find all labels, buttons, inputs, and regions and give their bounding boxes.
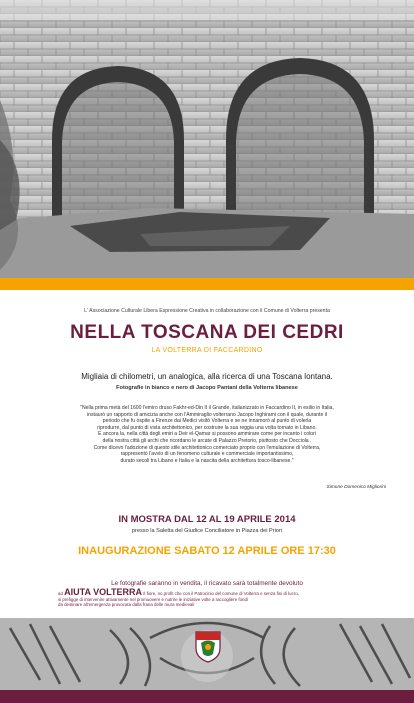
volterra-crest-icon xyxy=(193,628,223,664)
charity-line: da destinare all'emergenza provocata dalla frana delle mura medievali xyxy=(58,602,195,608)
quote-block xyxy=(38,405,376,464)
quote-line: riprodurre, dal punto di vista architettonico, per costruire la sua reggia una volta tornato in Libano. xyxy=(97,424,317,431)
header-photo xyxy=(0,0,414,278)
charity-line: Il fiore, no profit che con il Patrocinio del comune di Volterra e senza fini di lucro, xyxy=(143,591,299,596)
charity-prefix: ad xyxy=(58,591,63,596)
quote-line: durato secoli tra Libano e Italia e la nascita della architettura tosco-libanese." xyxy=(120,457,294,464)
quote-line: Come dicevo l'adozione di questo stile architettonico comerciato proprio con l'emulazione di Volterra, xyxy=(93,444,321,451)
quote-author: Simone Domenico Migliorini xyxy=(326,485,386,490)
tagline: Migliaia di chilometri, un analogica, alla ricerca di una Toscana lontana. xyxy=(81,372,333,381)
orange-divider-band xyxy=(0,278,414,290)
charity-line: si prefigge di intervenire attivamente nel promuovere e nutrire le iniziative volte a raccogliere fondi xyxy=(58,596,248,602)
quote-line: rappresentò l'avvio di un fenomeno culturale e commerciale importantissimo, xyxy=(120,451,294,458)
intro-text: L' Associazione Culturale Libera Espressione Creativa in collaborazione con il Comune di Volterra presenta xyxy=(84,308,330,314)
photo-credit: Fotografie in bianco e nero di Jacopo Pantani della Volterra libanese xyxy=(116,385,298,391)
stone-arches-illustration xyxy=(0,0,414,278)
quote-line: periodo che fu ospite a Firenze dai Medici visitò Volterra e se ne innamorò al punto di volerla xyxy=(102,418,312,425)
poster-subtitle: LA VOLTERRA DI FACCARDINO xyxy=(151,347,263,354)
inauguration-text: INAUGURAZIONE SABATO 12 APRILE ORE 17:30 xyxy=(78,545,336,557)
exhibition-dates: IN MOSTRA DAL 12 AL 19 APRILE 2014 xyxy=(118,514,296,525)
purple-footer-band xyxy=(0,690,414,703)
quote-line: della nostra città gli archi che ricordano le arcate di Palazzo Pretorio, piuttosto che Docciola . xyxy=(102,437,312,444)
sale-notice: Le fotografie saranno in vendita, il ricavato sarà totalmente devoluto xyxy=(111,580,303,587)
quote-line: instaurò un rapporto di amicizia anche con l'Ammiraglio volterrano Jacopo Inghirami con il quale, durante il xyxy=(87,411,327,418)
quote-line: E ancora la, nella città degli emiri a Deir el-Qamar si possono ammirare come per incanto i colori xyxy=(98,431,316,438)
quote-line: "Nella prima metà del 1600 l'emiro druso Fakhr-ed-Din II il Grande, italianizzato in Faccardino II, in esilio in Italia, xyxy=(80,405,334,411)
charity-name: AIUTA VOLTERRA xyxy=(64,587,142,597)
poster-content xyxy=(0,290,414,618)
poster-title: NELLA TOSCANA DEI CEDRI xyxy=(70,322,344,343)
venue-text: presso la Saletta del Giudice Conciliatore in Piazza dei Priori xyxy=(131,528,283,534)
charity-block xyxy=(58,587,358,608)
